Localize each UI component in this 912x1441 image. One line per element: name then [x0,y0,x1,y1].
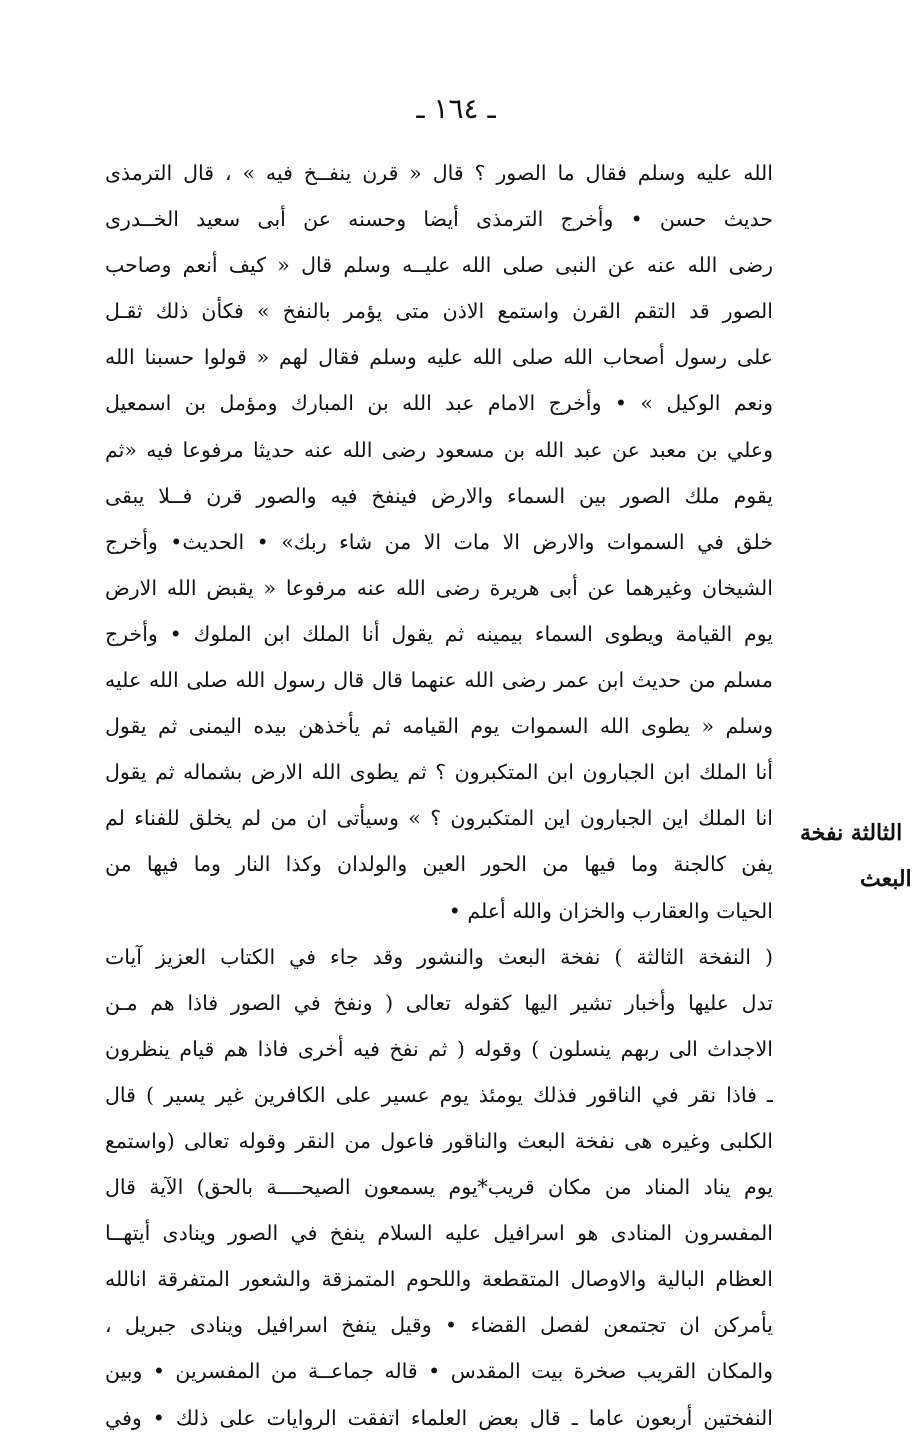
text-line: يفن كالجنة وما فيها من الحور العين والولدان وكذا النار وما فيها من [105,852,773,877]
text-line: الاجداث الى ربهم ينسلون ) وقوله ( ثم نفخ فيه أخرى فاذا هم قيام ينظرون [105,1036,773,1061]
text-line: المفسرون المنادى هو اسرافيل عليه السلام ينفخ في الصور وينادى أيتهــا [105,1221,773,1246]
text-line: تدل عليها وأخبار تشير اليها كقوله تعالى ( ونفخ في الصور فاذا هم مـن [105,990,773,1015]
text-line: النفختين أربعون عاما ـ قال بعض العلماء اتفقت الروايات على ذلك • وفي [105,1405,773,1430]
text-line: على رسول أصحاب الله صلى الله عليه وسلم فقال لهم « قولوا حسبنا الله [105,345,773,370]
margin-note-title-continued: البعث [860,866,912,892]
page-number: ـ ١٦٤ ـ [416,92,496,125]
text-line: ـ فاذا نقر في الناقور فذلك يومئذ يوم عسير على الكافرين غير يسير ) قال [105,1082,773,1107]
text-line: يقوم ملك الصور بين السماء والارض فينفخ فيه والصور قرن فــلا يبقى [105,483,773,508]
text-line: يأمركن ان تجتمعن لفصل القضاء • وقيل ينفخ اسرافيل وينادى جبريل ، [105,1313,773,1338]
text-line: وعلي بن معبد عن عبد الله بن مسعود رضى الله عنه حديثا مرفوعا فيه «ثم [105,437,773,462]
text-line: الصور قد التقم القرن واستمع الاذن متى يؤمر بالنفخ » فكأن ذلك ثقـل [105,299,773,324]
text-line: خلق في السموات والارض الا مات الا من شاء ربك» • الحديث• وأخرج [105,529,773,554]
text-line: والمكان القريب صخرة بيت المقدس • قاله جماعــة من المفسرين • وبين [105,1359,773,1384]
margin-note-title: الثالثة نفخة [800,820,903,846]
text-line: الكلبى وغيره هى نفخة البعث والناقور فاعول من النقر وقوله تعالى (واستمع [105,1128,773,1153]
text-line: ونعم الوكيل » • وأخرج الامام عبد الله بن المبارك ومؤمل بن اسمعيل [105,391,773,416]
text-line: العظام البالية والاوصال المتقطعة واللحوم المتمزقة والشعور المتفرقة انالله [105,1267,773,1292]
text-line: وسلم « يطوى الله السموات يوم القيامه ثم يأخذهن بيده اليمنى ثم يقول [105,714,773,739]
text-line: ( النفخة الثالثة ) نفخة البعث والنشور وقد جاء في الكتاب العزيز آيات [105,944,773,969]
text-line: الحيات والعقارب والخزان والله أعلم • [448,898,773,923]
main-text-block [105,150,773,1441]
text-line: رضى الله عنه عن النبى صلى الله عليــه وسلم قال « كيف أنعم وصاحب [105,253,773,278]
text-line: أنا الملك ابن الجبارون ابن المتكبرون ؟ ثم يطوى الله الارض بشماله ثم يقول [105,760,773,785]
text-line: يوم القيامة ويطوى السماء بيمينه ثم يقول أنا الملك ابن الملوك • وأخرج [105,621,773,646]
text-line: الشيخان وغيرهما عن أبى هريرة رضى الله عنه مرفوعا « يقبض الله الارض [105,575,773,600]
text-line: انا الملك اين الجبارون اين المتكبرون ؟ » وسيأتى ان من لم يخلق للفناء لم [105,806,773,831]
text-line: يوم يناد المناد من مكان قريب*يوم يسمعون الصيحــــة بالحق) الآية قال [105,1175,773,1200]
text-line: حديث حسن • وأخرج الترمذى أيضا وحسنه عن أبى سعيد الخــدرى [105,207,773,232]
text-line: مسلم من حديث ابن عمر رضى الله عنهما قال قال رسول الله صلى الله عليه [105,668,773,693]
text-line: الله عليه وسلم فقال ما الصور ؟ قال « قرن ينفــخ فيه » ، قال الترمذى [105,161,773,185]
